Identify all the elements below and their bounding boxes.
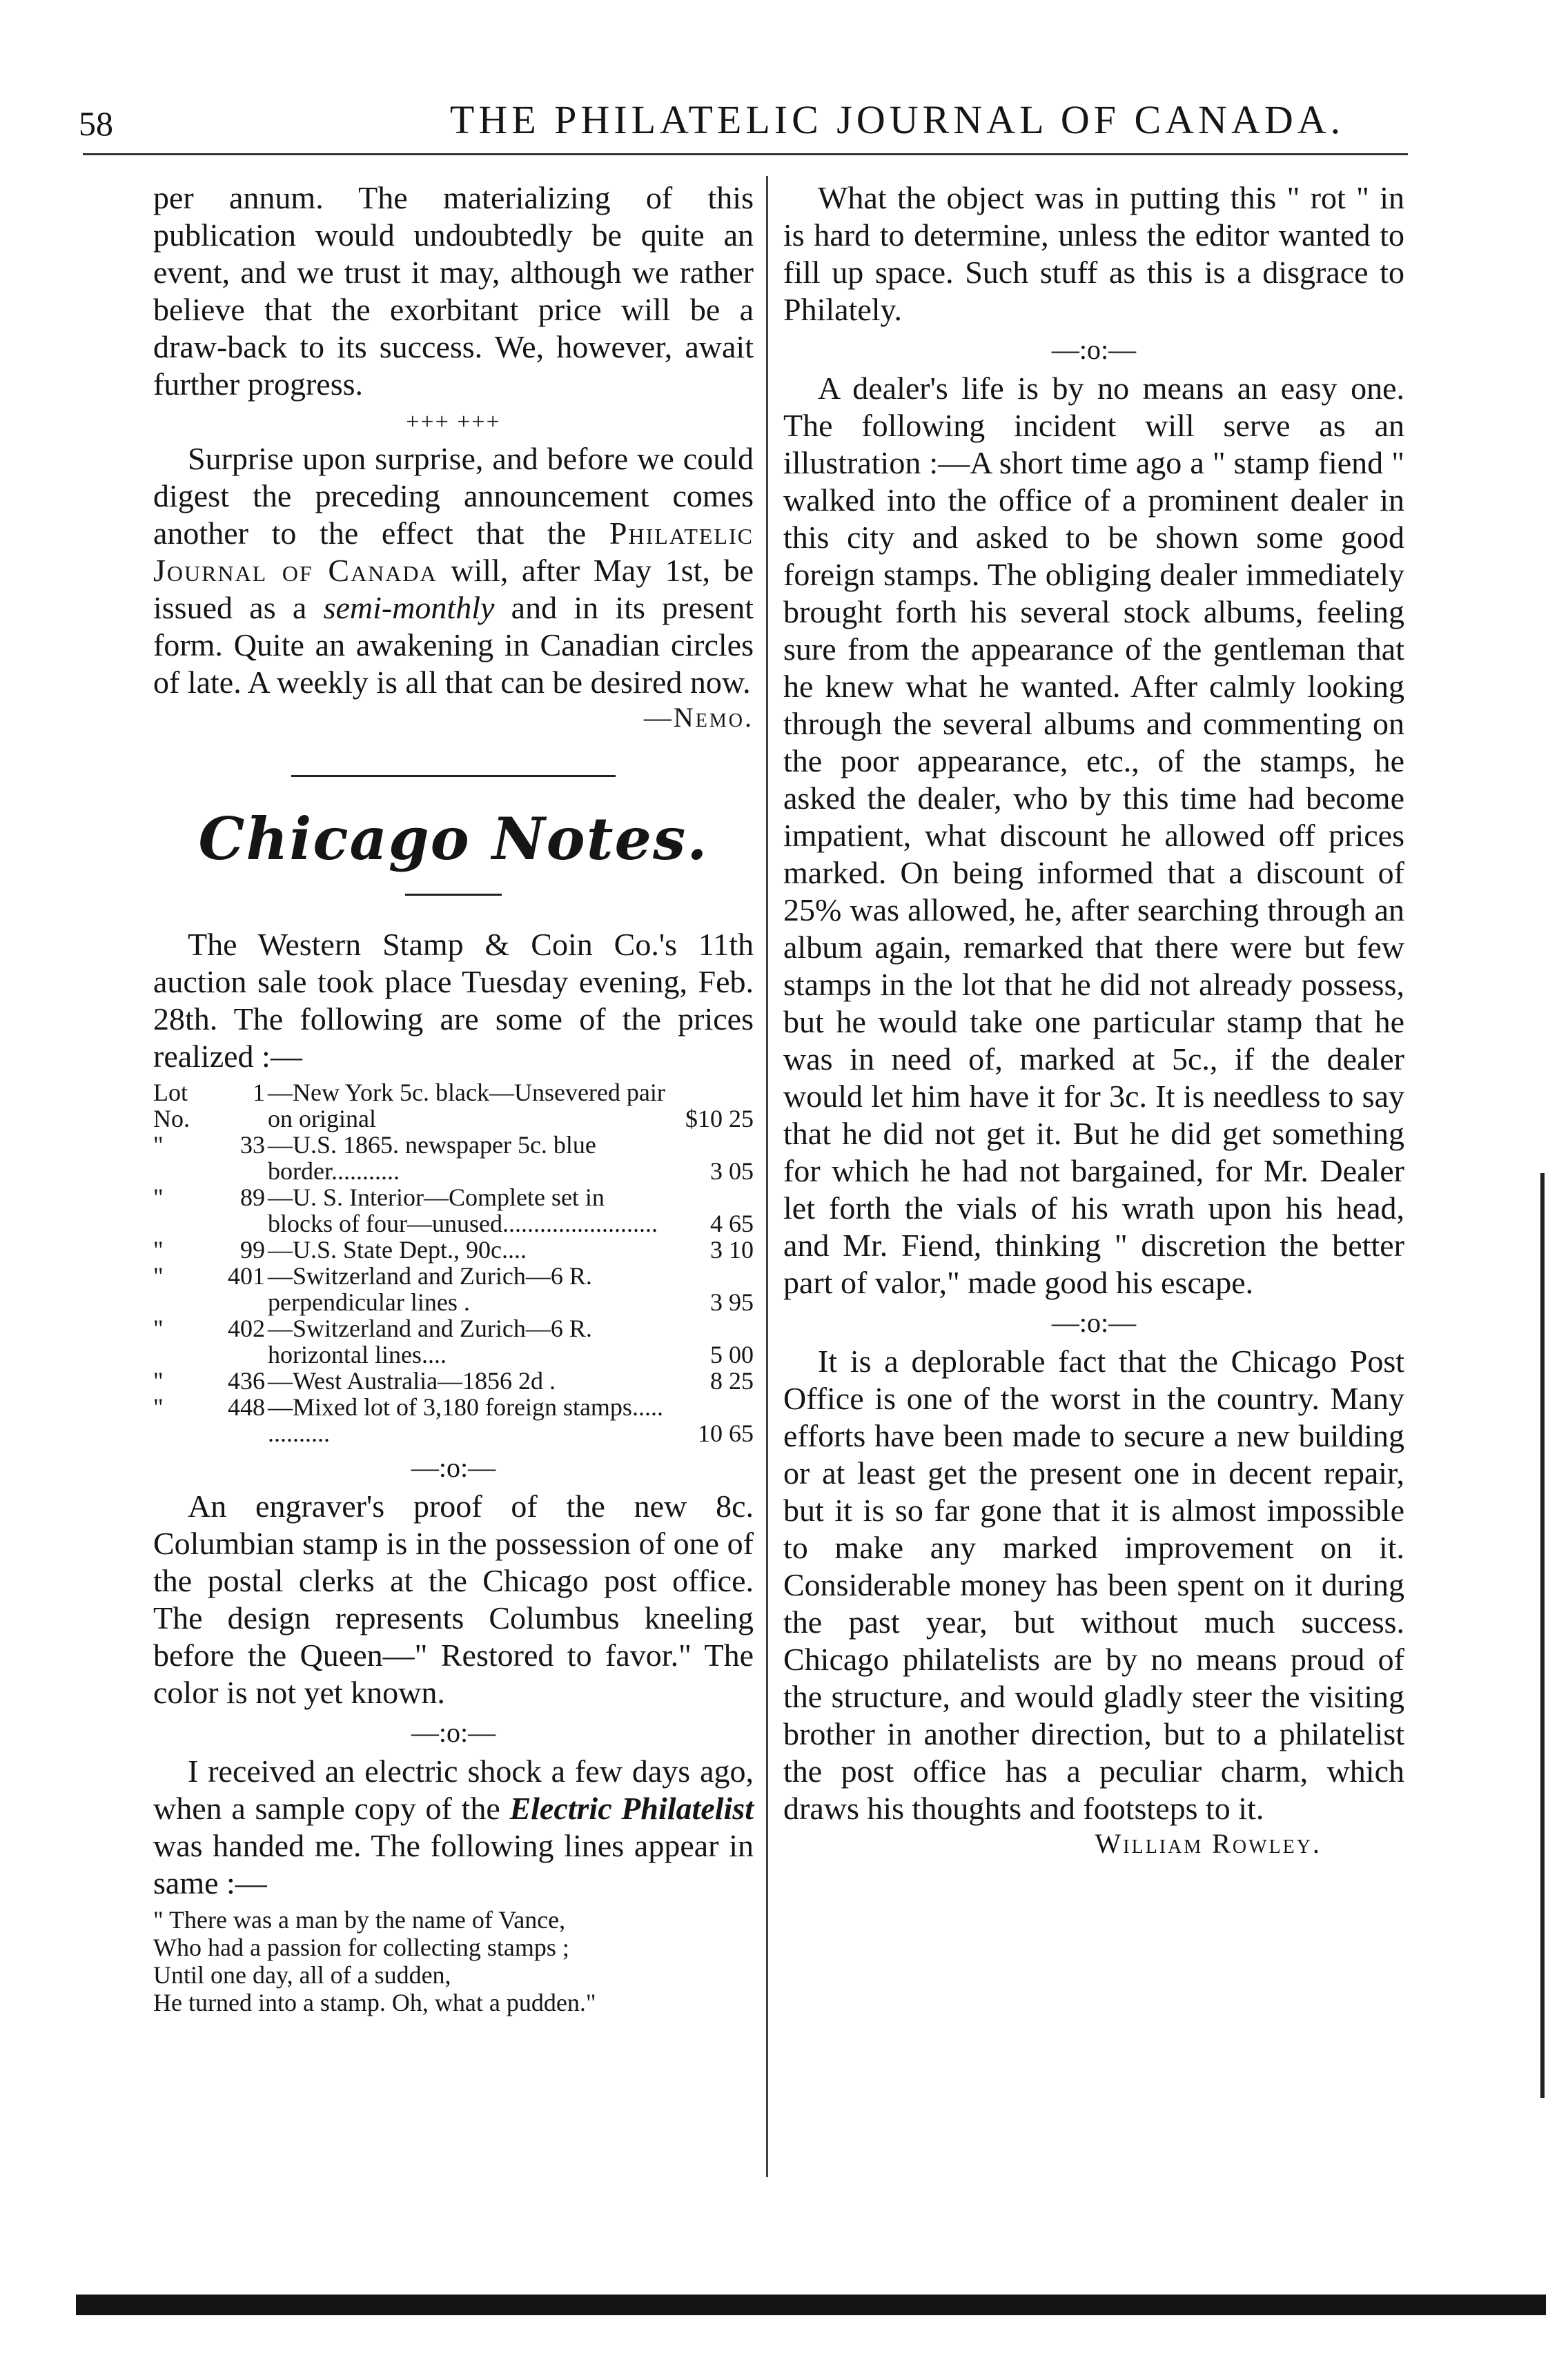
auction-lot (153, 1237, 754, 1263)
left-paragraph-2 (153, 440, 754, 701)
lot-price: 3 05 (710, 1157, 754, 1185)
separator-1: —:o:— (411, 1452, 496, 1483)
lot-price: 10 65 (698, 1419, 754, 1447)
lot-description: —West Australia—1856 2d . (268, 1367, 556, 1395)
lot-number: 402 (228, 1315, 265, 1342)
lot-description: —U.S. 1865. newspaper 5c. blue border........... (268, 1131, 596, 1185)
lot-price: 5 00 (710, 1341, 754, 1368)
section-rule (291, 775, 616, 777)
page-edge-line (1540, 1173, 1545, 2098)
journal-title: THE PHILATELIC JOURNAL OF CANADA. (449, 97, 1345, 142)
lot-mark: " (153, 1367, 164, 1395)
verse-line: Who had a passion for collecting stamps ; (153, 1934, 569, 1961)
header-rule (83, 153, 1408, 155)
lot-mark: Lot No. (153, 1079, 190, 1132)
para2-text-c: and in its present form. Quite an awakening in Canadian circles of late. A weekly is all that can be desired now. (153, 590, 754, 700)
right-paragraph-3: It is a deplorable fact that the Chicago Post Office is one of the worst in the country. Many efforts have been made to secure a new building or at least get the present one in decent repair, but it is so far gone that it is almost impossible to make any marked improvement on it. Considerable money has been spent on it during the past year, but without much success. Chicago philatelists are by no means proud of the structure, and would gladly steer the visiting brother in another direction, but to a philatelist the post office has a peculiar charm, which draws his thoughts and footsteps to it. (783, 1344, 1404, 1826)
semi-monthly-term: semi-monthly (323, 590, 495, 625)
lot-description: —U.S. State Dept., 90c.... (268, 1236, 527, 1264)
lot-price: $10 25 (685, 1105, 754, 1132)
auction-lot (153, 1132, 754, 1184)
left-column (153, 179, 754, 2016)
verse-line: Until one day, all of a sudden, (153, 1961, 451, 1989)
page-number: 58 (79, 104, 113, 143)
lot-price: 3 95 (710, 1288, 754, 1316)
lot-description: —Switzerland and Zurich—6 R. perpendicular lines . (268, 1262, 592, 1316)
lot-price: 4 65 (710, 1210, 754, 1237)
left-paragraph-1: per annum. The materializing of this publication would undoubtedly be quite an event, and we trust it may, although we rather believe that the exorbitant price will be a draw-back to its success. We, however, await further progress. (153, 180, 754, 402)
lot-number: 33 (240, 1131, 265, 1159)
lot-description: —New York 5c. black—Unsevered pair on original (268, 1079, 665, 1132)
lot-mark: " (153, 1262, 164, 1290)
right-column (783, 179, 1404, 1860)
auction-lot-list (153, 1079, 754, 1446)
lot-number: 1 (253, 1079, 265, 1106)
stars-separator: +++ +++ (406, 409, 501, 435)
shock-paragraph (153, 1753, 754, 1902)
auction-lot (153, 1368, 754, 1394)
auction-lot (153, 1394, 754, 1446)
lot-number: 89 (240, 1183, 265, 1211)
lot-number: 401 (228, 1262, 265, 1290)
lot-price: 8 25 (710, 1367, 754, 1395)
lot-number: 448 (228, 1393, 265, 1421)
heading-rule (405, 894, 502, 896)
lot-description: —Switzerland and Zurich—6 R. horizontal lines.... (268, 1315, 592, 1368)
auction-intro: The Western Stamp & Coin Co.'s 11th auction sale took place Tuesday evening, Feb. 28th. The following are some of the prices realized :— (153, 927, 754, 1074)
shock-text-b: was handed me. The following lines appear in same :— (153, 1828, 754, 1900)
lot-description: —U. S. Interior—Complete set in blocks of four—unused......................... (268, 1183, 658, 1237)
para2-text-a: Surprise upon surprise, and before we could digest the preceding announcement comes another to the effect that the (153, 441, 754, 551)
lot-description: —Mixed lot of 3,180 foreign stamps..... .......... (268, 1393, 663, 1447)
separator-3: —:o:— (1051, 334, 1137, 365)
auction-lot (153, 1079, 754, 1132)
lot-mark: " (153, 1131, 164, 1159)
separator-4: —:o:— (1051, 1307, 1137, 1338)
journal-name: Philatelic Journal of Canada (153, 515, 754, 588)
lot-number: 99 (240, 1236, 265, 1264)
section-heading: Chicago Notes. (198, 805, 709, 873)
column-divider (766, 176, 768, 2177)
auction-lot (153, 1184, 754, 1237)
verse-line: He turned into a stamp. Oh, what a pudden." (153, 1989, 596, 2016)
electric-philatelist-title: Electric Philatelist (509, 1791, 754, 1826)
proof-paragraph: An engraver's proof of the new 8c. Columbian stamp is in the possession of one of the postal clerks at the Chicago post office. The design represents Columbus kneeling before the Queen—" Restored to favor." The color is not yet known. (153, 1489, 754, 1710)
verse-block (153, 1906, 754, 2016)
nemo-signature: —Nemo. (643, 702, 754, 733)
right-paragraph-1: What the object was in putting this " rot " in is hard to determine, unless the editor wanted to fill up space. Such stuff as this is a disgrace to Philately. (783, 180, 1404, 327)
right-paragraph-2: A dealer's life is by no means an easy one. The following incident will serve as an illustration :—A short time ago a " stamp fiend " walked into the office of a prominent dealer in this city and asked to be shown some good foreign stamps. The obliging dealer immediately brought forth his several stock albums, feeling sure from the appearance of the gentleman that he knew what he wanted. After calmly looking through the several albums and commenting on the poor appearance, etc., of the stamps, he asked the dealer, who by this time had become impatient, what discount he allowed off prices marked. On being informed that a discount of 25% was allowed, he, after searching through an album again, remarked that there were but few stamps in the lot that he did not already possess, but he would take one particular stamp that he was in need of, marked at 5c., if the dealer would let him have it for 3c. It is needless to say that he did not get it. But he did get something for which he had not bargained, for Mr. Dealer let forth the vials of his wrath upon his head, and Mr. Fiend, thinking " discretion the better part of valor," made good his escape. (783, 371, 1404, 1300)
auction-lot (153, 1315, 754, 1368)
page-bottom-bar (76, 2295, 1546, 2315)
separator-2: —:o:— (411, 1717, 496, 1748)
lot-number: 436 (228, 1367, 265, 1395)
auction-lot (153, 1263, 754, 1315)
lot-mark: " (153, 1236, 164, 1264)
lot-mark: " (153, 1393, 164, 1421)
lot-price: 3 10 (710, 1236, 754, 1264)
lot-mark: " (153, 1183, 164, 1211)
verse-line: " There was a man by the name of Vance, (153, 1906, 566, 1934)
para2-text-b: will, after May 1st, be issued as a (153, 553, 754, 625)
lot-mark: " (153, 1315, 164, 1342)
rowley-signature: William Rowley. (1095, 1828, 1322, 1859)
shock-text-a: I received an electric shock a few days ago, when a sample copy of the (153, 1753, 754, 1826)
